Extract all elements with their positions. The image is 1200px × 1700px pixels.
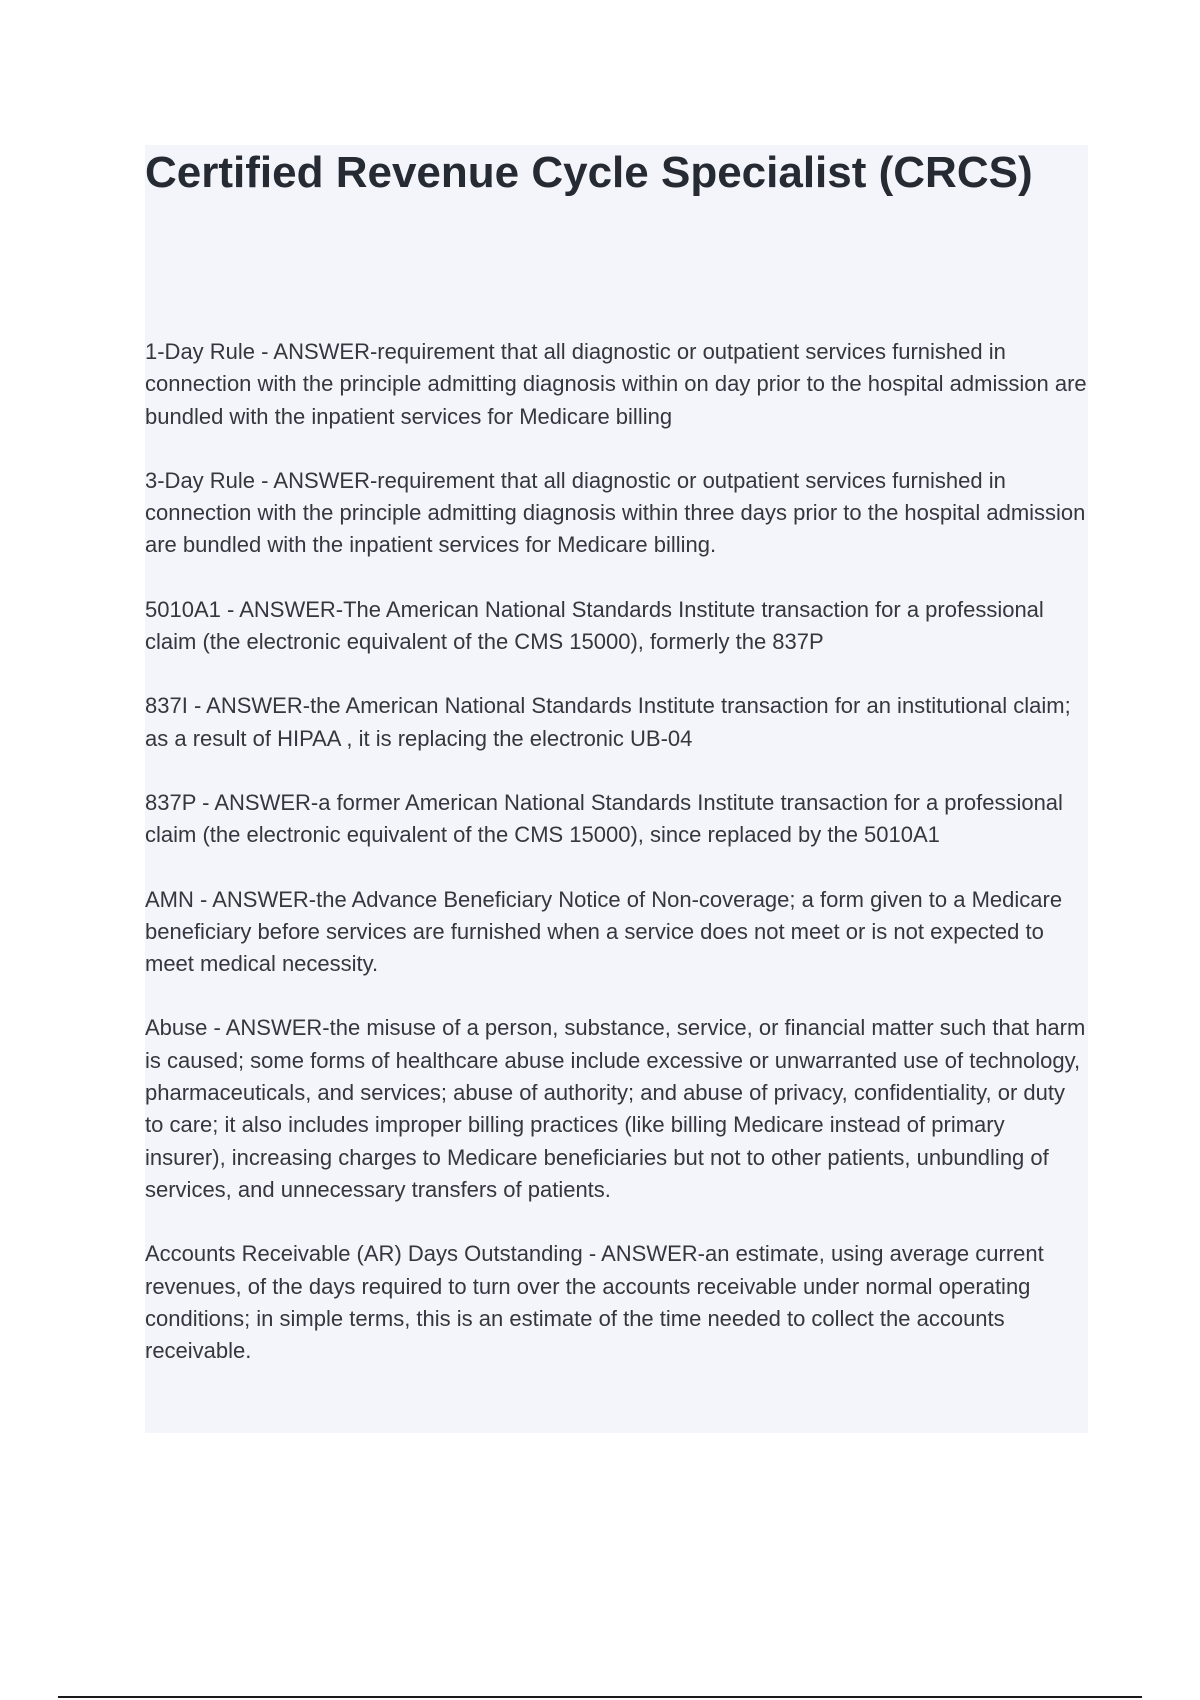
entry-definition: requirement that all diagnostic or outpatient services furnished in connection with the principle admitting diagnosis within on day prior to the hospital admission are bundled with the inpatient services for Medicare billing bbox=[145, 339, 1087, 429]
entry-term: 837I - bbox=[145, 693, 206, 718]
entry-definition: the misuse of a person, substance, service, or financial matter such that harm is caused; some forms of healthcare abuse include excessive or unwarranted use of technology, pharmaceuticals, and services; abuse of authority; and abuse of privacy, confidentiality, or duty to care; it also includes improper billing practices (like billing Medicare instead of primary insurer), increasing charges to Medicare beneficiaries but not to other patients, unbundling of services, and unnecessary transfers of patients. bbox=[145, 1015, 1086, 1202]
list-item bbox=[145, 787, 1088, 852]
answer-label: ANSWER - bbox=[214, 790, 318, 815]
entry-definition: a former American National Standards Institute transaction for a professional claim (the electronic equivalent of the CMS 15000), since replaced by the 5010A1 bbox=[145, 789, 1063, 848]
list-item bbox=[145, 465, 1088, 562]
entry-definition: the Advance Beneficiary Notice of Non-coverage; a form given to a Medicare beneficiary before services are furnished when a service does not meet or is not expected to meet medical necessity. bbox=[145, 886, 1063, 977]
entry-term: Abuse - bbox=[145, 1015, 226, 1040]
answer-label: ANSWER - bbox=[601, 1241, 705, 1266]
list-item bbox=[145, 1238, 1088, 1367]
list-item bbox=[145, 594, 1088, 659]
answer-label: ANSWER - bbox=[212, 887, 316, 912]
entry-definition: the American National Standards Institute transaction for an institutional claim; as a result of HIPAA , it is replacing the electronic UB-04 bbox=[145, 693, 1071, 751]
entry-term: 5010A1 - bbox=[145, 597, 239, 622]
entry-term: 1-Day Rule - bbox=[145, 339, 273, 364]
answer-label: ANSWER - bbox=[226, 1015, 330, 1040]
list-item bbox=[145, 884, 1088, 981]
entry-definition: requirement that all diagnostic or outpatient services furnished in connection with the principle admitting diagnosis within three days prior to the hospital admission are bundled with the inpatient services for Medicare billing. bbox=[145, 467, 1086, 558]
entry-definition: an estimate, using average current revenues, of the days required to turn over the accounts receivable under normal operating conditions; in simple terms, this is an estimate of the time needed to collect the accounts receivable. bbox=[145, 1241, 1044, 1364]
page-title: Certified Revenue Cycle Specialist (CRCS) bbox=[145, 148, 1033, 197]
list-item bbox=[145, 336, 1088, 433]
list-item bbox=[145, 1012, 1088, 1206]
entry-term: 3-Day Rule - bbox=[145, 468, 273, 493]
definition-list bbox=[145, 336, 1088, 1399]
entry-term: AMN - bbox=[145, 887, 212, 912]
entry-definition: The American National Standards Institute transaction for a professional claim (the electronic equivalent of the CMS 15000), formerly the 837P bbox=[145, 596, 1044, 655]
footer-divider bbox=[58, 1696, 1142, 1698]
answer-label: ANSWER - bbox=[206, 693, 310, 718]
entry-term: 837P - bbox=[145, 790, 214, 815]
list-item bbox=[145, 690, 1088, 755]
answer-label: ANSWER - bbox=[273, 468, 377, 493]
answer-label: ANSWER - bbox=[273, 339, 377, 364]
entry-term: Accounts Receivable (AR) Days Outstanding - bbox=[145, 1241, 601, 1266]
answer-label: ANSWER - bbox=[239, 597, 343, 622]
